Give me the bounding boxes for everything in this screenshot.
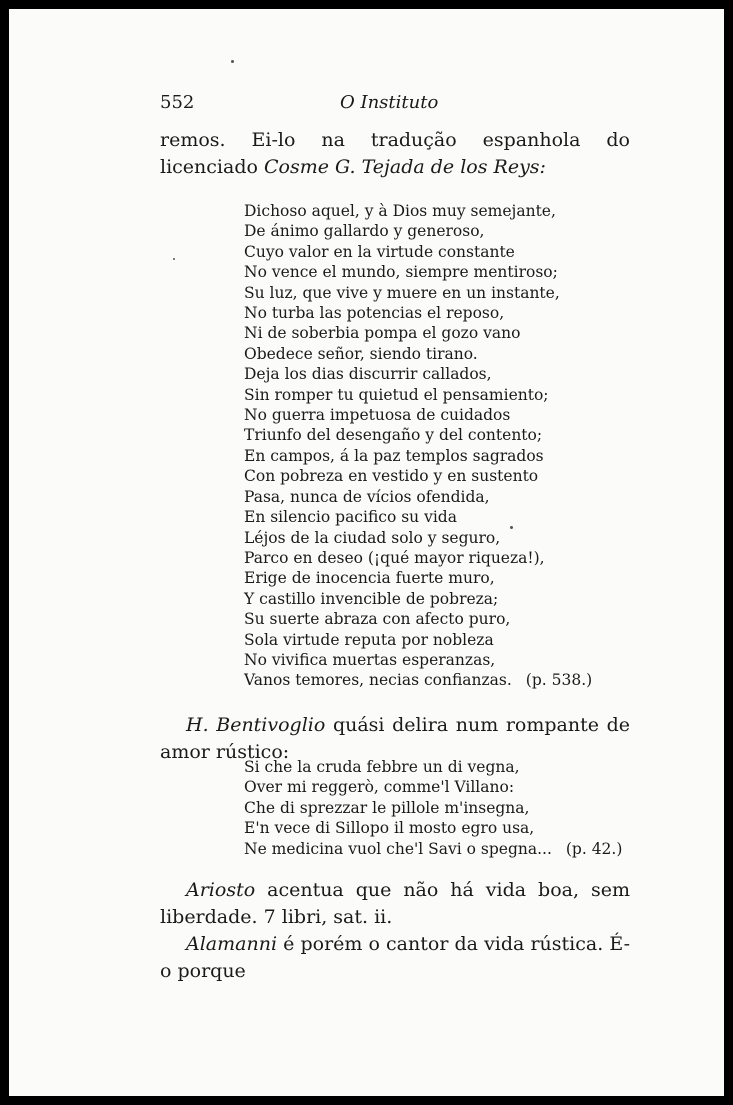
verse-line: En silencio pacifico su vida	[244, 508, 457, 527]
ariosto-text: acentua que não há vida boa, sem liberdade. 7 libri, sat.	[160, 879, 630, 928]
verse-text: Vanos temores, necias confianzas.	[244, 671, 512, 690]
verse-text: Ne medicina vuol che'l Savi o spegna...	[244, 839, 552, 858]
bentivoglio-text: quási delira num rompante de amor rústico:	[160, 714, 631, 763]
verse-line: Cuyo valor en la virtude constante	[244, 242, 515, 261]
verse-line: No guerra impetuosa de cuidados	[244, 406, 511, 425]
closing-paragraph	[160, 877, 630, 985]
scan-speck	[231, 60, 234, 63]
verse-line: Ni de soberbia pompa el gozo vano	[244, 324, 521, 343]
spanish-poem	[244, 201, 592, 691]
verse-line: Over mi reggerò, comme'l Villano:	[244, 778, 515, 797]
intro-text: remos. Ei-lo na tradução espanhola do licenciado	[160, 129, 630, 178]
verse-line: Che di sprezzar le pillole m'insegna,	[244, 798, 530, 817]
verse-line: Triunfo del desengaño y del contento;	[244, 426, 543, 445]
satire-number: ii.	[374, 906, 393, 928]
verse-line: Su luz, que vive y muere en un instante,	[244, 283, 560, 302]
verse-line-last	[244, 670, 592, 690]
alamanni-text: é porém o cantor da vida rústica. É-o porque	[160, 933, 630, 982]
verse-line: Pasa, nunca de vícios ofendida,	[244, 487, 490, 506]
page-reference: (p. 42.)	[565, 839, 623, 858]
verse-line: De ánimo gallardo y generoso,	[244, 222, 485, 241]
page-reference: (p. 538.)	[525, 671, 593, 690]
verse-line: Y castillo invencible de pobreza;	[244, 589, 499, 608]
scan-speck	[173, 258, 175, 260]
author-name: H. Bentivoglio	[186, 714, 326, 736]
scan-speck	[510, 526, 513, 529]
verse-line: En campos, á la paz templos sagrados	[244, 446, 544, 465]
italian-poem	[244, 757, 622, 859]
verse-line: Erige de inocencia fuerte muro,	[244, 569, 495, 588]
verse-line: Si che la cruda febbre un di vegna,	[244, 758, 520, 776]
verse-line: Léjos de la ciudad solo y seguro,	[244, 528, 501, 547]
intro-paragraph	[160, 127, 630, 181]
page-number: 552	[160, 92, 195, 113]
running-head: O Instituto	[340, 92, 439, 113]
verse-line: Sola virtude reputa por nobleza	[244, 630, 494, 649]
verse-line: No vivifica muertas esperanzas,	[244, 650, 496, 669]
verse-line: Obedece señor, siendo tirano.	[244, 344, 478, 363]
verse-line: Su suerte abraza con afecto puro,	[244, 610, 511, 629]
verse-line: Dichoso aquel, y à Dios muy semejante,	[244, 202, 556, 220]
verse-line: Con pobreza en vestido y en sustento	[244, 467, 539, 486]
translator-name: Cosme G. Tejada de los Reys:	[263, 156, 546, 178]
verse-line: Deja los dias discurrir callados,	[244, 365, 492, 384]
verse-line-last	[244, 839, 622, 859]
verse-line: Sin romper tu quietud el pensamiento;	[244, 385, 549, 404]
verse-line: No turba las potencias el reposo,	[244, 304, 505, 323]
verse-line: No vence el mundo, siempre mentiroso;	[244, 263, 558, 282]
author-name: Ariosto	[186, 879, 256, 901]
verse-line: E'n vece di Sillopo il mosto egro usa,	[244, 819, 535, 838]
verse-line: Parco en deseo (¡qué mayor riqueza!),	[244, 548, 545, 567]
author-name: Alamanni	[186, 933, 278, 955]
